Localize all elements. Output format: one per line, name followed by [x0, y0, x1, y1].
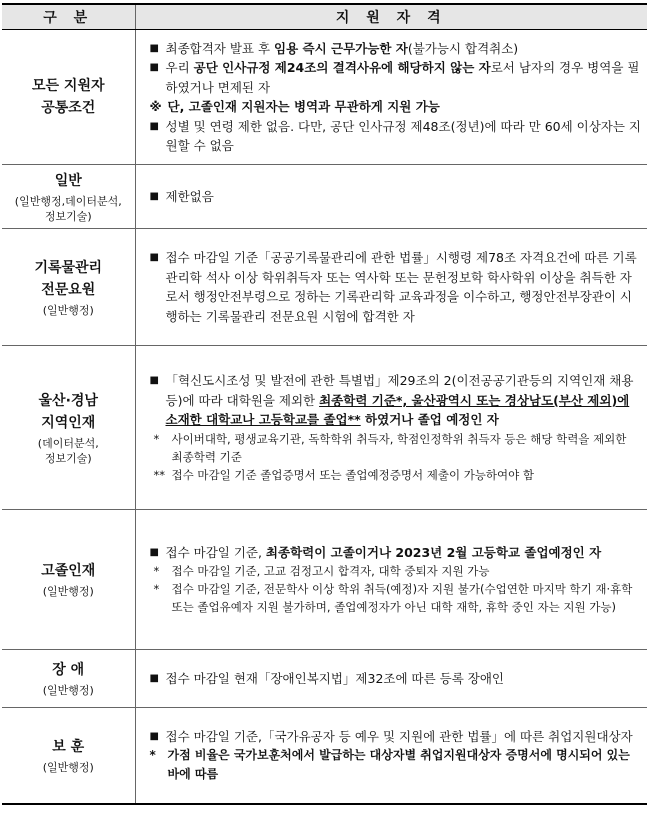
category-title: 모든 지원자 공통조건 [32, 78, 105, 116]
qualification-cell [135, 165, 647, 229]
footnote: * 접수 마감일 기준, 고교 검정고시 합격자, 대학 중퇴자 지원 가능 [153, 564, 490, 579]
category-subtitle: (일반행정) [42, 303, 94, 317]
table-row [2, 229, 647, 346]
category-cell [2, 510, 135, 650]
category-subtitle: (일반행정) [42, 760, 94, 774]
category-subtitle: (일반행정) [42, 585, 94, 598]
bullet-icon: ■ [149, 672, 159, 684]
footnote: * 접수 마감일 기준, 전문학사 이상 학위 취득(예정)자 지원 불가(수업연한 마지막 학기 재·휴학 또는 졸업유예자 지원 불가하며, 졸업예정자가 아닌 대학 재학, 휴학 중인 자는 지원 가능) [153, 582, 633, 615]
list-item: ■ 최종합격자 발표 후 임용 즉시 근무가능한 자(불가능시 합격취소) [144, 39, 642, 59]
bullet-icon: ■ [149, 252, 159, 263]
bullet-icon: ■ [149, 375, 159, 387]
list-item: ■ 접수 마감일 현재「장애인복지법」제32조에 따른 등록 장애인 [144, 669, 642, 689]
list-item: ■ 「혁신도시조성 및 발전에 관한 특별법」제29조의 2(이전공공기관등의 지역인재 채용 등)에 따라 대학원을 제외한 최종학력 기준*, 울산광역시 또는 경상남도(부산 제외)에 소재한 대학교나 고등학교를 졸업** 하였거나 졸업 예정인 자 [149, 373, 634, 428]
qualification-cell [135, 30, 647, 165]
category-title: 울산·경남 지역인재 [38, 392, 98, 431]
qualification-cell [135, 510, 647, 650]
list-item: ■ 제한없음 [144, 187, 642, 207]
bullet-icon: ■ [149, 190, 159, 202]
list-item: ■ 접수 마감일 기준, 최종학력이 고졸이거나 2023년 2월 고등학교 졸업예정인 자 [144, 543, 642, 563]
category-title: 장 애 [52, 662, 85, 678]
bullet-icon: ■ [149, 120, 159, 132]
bullet-icon: ■ [149, 546, 159, 558]
category-title: 일반 [54, 172, 82, 189]
list-item: ■ 성별 및 연령 제한 없음. 다만, 공단 인사규정 제48조(정년)에 따라 만 60세 이상자는 지원할 수 없음 [149, 118, 641, 153]
category-cell [2, 165, 135, 229]
qualification-cell [135, 229, 647, 346]
category-cell [2, 650, 135, 708]
category-cell [2, 30, 135, 165]
category-title: 기록물관리 전문요원 [34, 259, 103, 298]
bullet-icon: ■ [149, 730, 159, 742]
footnote: * 가점 비율은 국가보훈처에서 발급하는 대상자별 취업지원대상자 증명서에 명시되어 있는 바에 따름 [149, 748, 630, 781]
category-subtitle: (일반행정) [42, 684, 94, 697]
table-row [2, 650, 647, 708]
bullet-icon: ■ [149, 62, 159, 73]
list-item: ■ 우리 공단 인사규정 제24조의 결격사유에 해당하지 않는 자로서 남자의 경우 병역을 필하였거나 면제된 자 [149, 60, 640, 95]
qualification-cell [135, 650, 647, 708]
list-item: ■ 접수 마감일 기준,「국가유공자 등 예우 및 지원에 관한 법률」에 따른 취업지원대상자 [144, 727, 642, 747]
list-item: ■ 접수 마감일 기준「공공기록물관리에 관한 법률」시행령 제78조 자격요건에 따른 기록관리학 석사 이상 학위취득자 또는 역사학 또는 문헌정보학 학사학위 이상을 취득한 자로서 행정안전부령으로 정하는 기록관리학 교육과정을 이수하고, 행정안전부장관이 시행하는 기록물관리 전문요원 시험에 합격한 자 [149, 250, 637, 324]
category-title: 고졸인재 [41, 563, 96, 579]
category-subtitle: (데이터분석, 정보기술) [37, 436, 99, 465]
table-row [2, 165, 647, 229]
table-row [2, 510, 647, 650]
reference-mark-icon: ※ [149, 99, 162, 114]
category-title: 보 훈 [52, 738, 85, 755]
bullet-icon: ■ [149, 42, 159, 54]
qualification-cell [135, 346, 647, 510]
header-category: 구 분 [2, 4, 135, 30]
qualification-table [2, 3, 647, 805]
category-subtitle: (일반행정,데이터분석, 정보기술) [14, 194, 122, 223]
table-row [2, 346, 647, 510]
footnote: ** 접수 마감일 기준 졸업증명서 또는 졸업예정증명서 제출이 가능하여야 함 [153, 467, 535, 482]
category-cell [2, 346, 135, 510]
table-header-row [2, 4, 647, 30]
category-cell [2, 229, 135, 346]
category-cell [2, 708, 135, 804]
table-row [2, 30, 647, 165]
footnote: * 사이버대학, 평생교육기관, 독학학위 취득자, 학점인정학위 취득자 등은 해당 학력을 제외한 최종학력 기준 [153, 431, 627, 464]
list-item: ※ 단, 고졸인재 지원자는 병역과 무관하게 지원 가능 [144, 97, 642, 117]
header-qualification: 지 원 자 격 [135, 4, 647, 30]
table-row [2, 708, 647, 804]
qualification-cell [135, 708, 647, 804]
